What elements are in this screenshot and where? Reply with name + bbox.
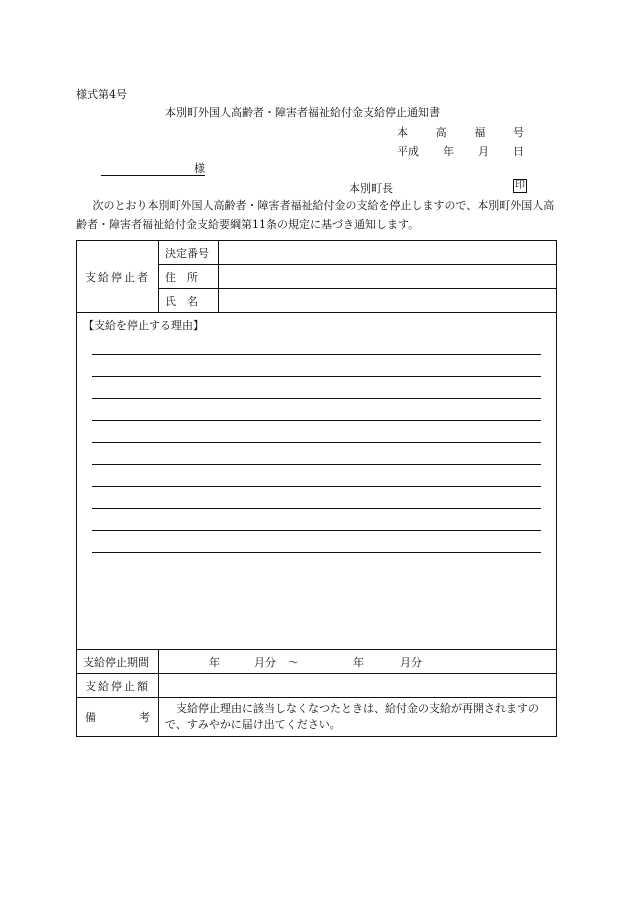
stopped-person-label: 支給停止者 bbox=[77, 241, 159, 313]
ruled-line bbox=[92, 465, 541, 487]
table-row bbox=[77, 650, 557, 674]
ruled-line bbox=[92, 509, 541, 531]
ruled-line bbox=[92, 377, 541, 399]
period-field[interactable] bbox=[159, 650, 557, 674]
amount-field[interactable] bbox=[159, 674, 557, 698]
table-row bbox=[77, 698, 557, 737]
ruled-line bbox=[92, 333, 541, 355]
form-number: 様式第4号 bbox=[76, 88, 127, 101]
address-field[interactable] bbox=[219, 265, 557, 289]
remarks-label bbox=[77, 698, 159, 737]
table-row bbox=[77, 241, 557, 265]
addressee-suffix: 様 bbox=[194, 162, 205, 175]
ref-part: 号 bbox=[512, 126, 524, 139]
body-text: 次のとおり本別町外国人高齢者・障害者福祉給付金の支給を停止しますので、本別町外国人高齢者・障害者福祉給付金支給要綱第11条の規定に基づき通知します。 bbox=[76, 199, 555, 231]
seal-mark: 印 bbox=[515, 180, 525, 191]
period-end-year: 年 bbox=[353, 655, 364, 669]
ruled-line bbox=[92, 421, 541, 443]
remarks-label-char: 考 bbox=[139, 711, 150, 724]
table-row bbox=[77, 313, 557, 650]
ref-part: 本 bbox=[397, 126, 408, 139]
document-title: 本別町外国人高齢者・障害者福祉給付金支給停止通知書 bbox=[165, 106, 440, 119]
date-month: 月 bbox=[478, 145, 489, 158]
ref-part: 高 bbox=[435, 126, 447, 139]
addressee-line[interactable] bbox=[101, 162, 205, 176]
period-start-year: 年 bbox=[209, 655, 220, 669]
remarks-label-char: 備 bbox=[85, 711, 96, 724]
ruled-line bbox=[92, 355, 541, 377]
reason-ruled-lines bbox=[83, 333, 550, 553]
reason-section[interactable] bbox=[77, 313, 557, 650]
ruled-line bbox=[92, 487, 541, 509]
decision-number-field[interactable] bbox=[219, 241, 557, 265]
period-end-month: 月分 bbox=[400, 655, 422, 669]
field-label-decision-number: 決定番号 bbox=[159, 241, 219, 265]
period-start-month: 月分 bbox=[254, 655, 276, 669]
field-label-address: 住 所 bbox=[159, 265, 219, 289]
ruled-line bbox=[92, 443, 541, 465]
period-tilde: 〜 bbox=[288, 655, 299, 669]
date-row bbox=[397, 143, 524, 159]
period-label: 支給停止期間 bbox=[77, 650, 159, 674]
ruled-line bbox=[92, 531, 541, 553]
ref-part: 福 bbox=[474, 126, 486, 139]
amount-label: 支給停止額 bbox=[77, 674, 159, 698]
notice-table bbox=[76, 240, 557, 737]
ruled-line bbox=[92, 399, 541, 421]
reason-label: 【支給を停止する理由】 bbox=[83, 319, 204, 332]
name-field[interactable] bbox=[219, 289, 557, 313]
reference-number-row bbox=[397, 124, 524, 140]
date-year: 年 bbox=[443, 145, 454, 158]
field-label-name: 氏 名 bbox=[159, 289, 219, 313]
remarks-text: 支給停止理由に該当しなくなつたときは、給付金の支給が再開されますので、すみやかに届け出てください。 bbox=[159, 698, 557, 737]
issuer-name: 本別町長 bbox=[349, 182, 393, 195]
date-era: 平成 bbox=[397, 145, 419, 158]
table-row bbox=[77, 674, 557, 698]
date-day: 日 bbox=[513, 145, 524, 158]
